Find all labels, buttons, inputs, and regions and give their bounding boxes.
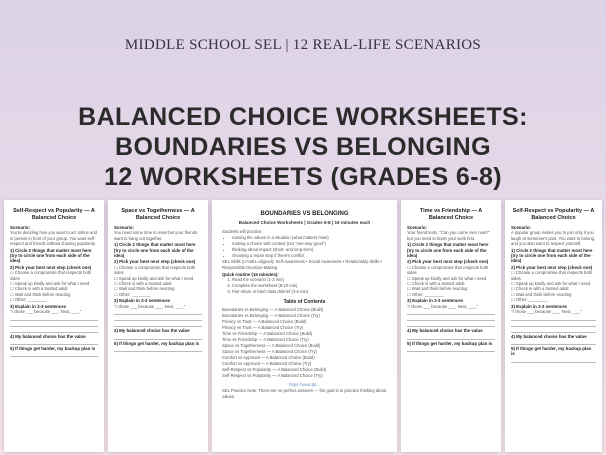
option-label: Speak up kindly and ask for what I need (411, 275, 487, 281)
worksheet-center-cover (212, 200, 397, 452)
cover-step: 1. Read the scenario (1-2 min) (232, 277, 387, 283)
worksheet-right-front (401, 200, 501, 452)
practice-note: SEL Practice Note: There are no perfect answers — the goal is to practice thinking about values. (222, 388, 387, 400)
option-checkbox[interactable]: ☐ Other: ________ (114, 291, 151, 297)
question-3-hint: "I chose ___ because ___. Next, ___." (511, 309, 583, 315)
question-1: 1) Circle 2 things that matter most here (try to circle one from each side of the idea) (511, 247, 593, 264)
question-3-hint: "I chose ___ because ___. Next, ___." (114, 303, 186, 309)
question-3: 3) Explain in 2-3 sentences (10, 303, 67, 309)
question-4: 4) My balanced choice has the value (10, 333, 86, 339)
toc-item: Comfort vs Approval — A Balanced Choice (Build) (222, 355, 315, 361)
option-checkbox[interactable]: ☐ Speak up kindly and ask for what I need (10, 281, 90, 287)
answer-line[interactable] (511, 339, 596, 345)
answer-line[interactable] (114, 334, 202, 340)
option-label: Speak up kindly and ask for what I need (118, 275, 194, 281)
question-1: 1) Circle 2 things that matter most here (try to circle one from each side of the idea) (10, 247, 92, 264)
question-5: 5) If things get harder, my backup plan is (10, 345, 96, 351)
option-label: Other: ________ (14, 297, 47, 303)
answer-line[interactable] (10, 351, 98, 357)
option-checkbox[interactable]: ☐ Check in with a trusted adult (511, 286, 569, 292)
worksheet-title: Self-Respect vs Popularity — A Balanced Choice (512, 208, 595, 221)
toc-item: Boundaries vs Belonging — A Balanced Choice (Try) (222, 313, 320, 319)
question-4: 4) My balanced choice has the value (407, 328, 483, 334)
cover-subtitle: Balanced Choice Worksheets | Grades 6-8 | 15 minutes each (238, 220, 371, 225)
cover-skills: SEL Skills (CASEL-aligned): Self-Awareness • Social Awareness • Relationship Skills • Responsible Decision-Making (222, 259, 383, 270)
question-3: 3) Explain in 2-3 sentences (511, 303, 568, 309)
option-label: Check in with a trusted adult (515, 286, 569, 292)
scenario-text: Your friend texts, "Can you come over now?" but you need to finish your work first. (407, 230, 490, 241)
cover-title: BOUNDARIES VS BELONGING (260, 211, 349, 217)
title-line-3: 12 WORKSHEETS (GRADES 6-8) (104, 163, 502, 191)
question-5: 5) If things get harder, my backup plan is (407, 340, 493, 346)
worksheet-left-back (4, 200, 104, 452)
table-of-contents (222, 307, 387, 379)
cover-bullets (222, 235, 387, 259)
option-checkbox[interactable]: ☐ Check in with a trusted adult (407, 281, 465, 287)
scenario-label: Scenario: (10, 225, 31, 230)
toc-item: Time vs Friendship — A Balanced Choice (Try) (222, 337, 309, 343)
option-label: Wait and think before reacting (411, 286, 468, 292)
option-checkbox[interactable]: ☐ Wait and think before reacting (407, 286, 468, 292)
cover-routine-heading: Quick routine (15 minutes): (222, 272, 279, 277)
question-2: 2) Pick your best next step (check one) (511, 264, 593, 270)
option-checkbox[interactable]: ☐ Choose a compromise that respects both sides (407, 264, 489, 276)
toc-item: Space vs Togetherness — A Balanced Choice (Try) (222, 349, 317, 355)
question-1: 1) Circle 2 things that matter most here (try to circle one from each side of the idea) (114, 242, 196, 259)
cover-step: 2. Complete the worksheet (8-10 min) (232, 283, 387, 289)
worksheet-title: Self-Respect vs Popularity — A Balanced Choice (13, 208, 95, 221)
answer-line[interactable] (511, 357, 596, 363)
question-3: 3) Explain in 2-3 sentences (407, 298, 464, 304)
answer-line[interactable] (114, 346, 202, 352)
option-label: Other: ________ (411, 291, 444, 297)
scenario-label: Scenario: (511, 225, 532, 230)
scenario-label: Scenario: (407, 225, 428, 230)
cover-step: 3. Pair-share or brief class debrief (3-5 min) (232, 289, 387, 295)
option-checkbox[interactable]: ☐ Check in with a trusted adult (10, 286, 68, 292)
kicker-subtitle: MIDDLE SCHOOL SEL | 12 REAL-LIFE SCENARIOS (124, 37, 482, 53)
question-2: 2) Pick your best next step (check one) (10, 264, 92, 270)
option-checkbox[interactable]: ☐ Choose a compromise that respects both sides (511, 270, 593, 281)
title-line-2: BOUNDARIES VS BELONGING (115, 133, 491, 161)
option-checkbox[interactable]: ☐ Speak up kindly and ask for what I need (511, 281, 591, 287)
question-4: 4) My balanced choice has the value (114, 328, 190, 334)
option-label: Choose a compromise that respects both sides (511, 270, 593, 281)
option-label: Choose a compromise that respects both sides (114, 264, 196, 276)
answer-line[interactable] (511, 327, 596, 333)
cover-bullet: • choosing a repair step if there's conflict (232, 253, 387, 259)
answer-line[interactable] (407, 321, 495, 327)
option-label: Other: ________ (118, 291, 151, 297)
worksheet-right-back (505, 200, 602, 452)
question-4: 4) My balanced choice has the value (511, 333, 587, 339)
question-5: 5) If things get harder, my backup plan is (114, 340, 200, 346)
worksheet-title: Time vs Friendship — A Balanced Choice (419, 208, 483, 221)
store-link[interactable]: https://www.tpt... (289, 382, 320, 388)
scenario-text: You're deciding how you want to act online and in person in front of your group. You want self-respect and friends without chasing popularity. (10, 230, 98, 247)
question-1: 1) Circle 2 things that matter most here (try to circle one from each side of the idea) (407, 242, 489, 259)
cover-bullet: • making a choice with context (not "one-way good") (232, 241, 387, 247)
option-label: Other: ________ (515, 297, 548, 303)
scenario-text: A popular group invites you to join only if you laugh at someone's post. You want to belong, and you also want to respect yourself. (511, 230, 596, 247)
toc-item: Privacy vs Trust — A Balanced Choice (Try) (222, 325, 304, 331)
option-label: Speak up kindly and ask for what I need (515, 281, 591, 287)
option-checkbox[interactable]: ☐ Check in with a trusted adult (114, 281, 172, 287)
question-5: 5) If things get harder, my backup plan is (511, 345, 592, 357)
toc-item: Privacy vs Trust — A Balanced Choice (Build) (222, 319, 307, 325)
option-label: Check in with a trusted adult (118, 281, 172, 287)
toc-item: Self-Respect vs Popularity — A Balanced Choice (Try) (222, 373, 323, 379)
option-checkbox[interactable]: ☐ Speak up kindly and ask for what I need (114, 275, 194, 281)
option-checkbox[interactable]: ☐ Speak up kindly and ask for what I need (407, 275, 487, 281)
cover-bullet: • naming the values in a situation (what matters most) (232, 235, 387, 241)
option-label: Wait and think before reacting (515, 291, 572, 297)
scenario-text: You need some time to reset but your friends want to hang out together. (114, 230, 198, 241)
toc-heading: Table of Contents (283, 299, 326, 306)
option-checkbox[interactable]: ☐ Wait and think before reacting (511, 291, 572, 297)
answer-line[interactable] (114, 321, 202, 327)
option-checkbox[interactable]: ☐ Other: ________ (10, 297, 47, 303)
option-checkbox[interactable]: ☐ Choose a compromise that respects both sides (10, 270, 92, 281)
option-checkbox[interactable]: ☐ Other: ________ (511, 297, 548, 303)
answer-line[interactable] (10, 327, 98, 333)
option-checkbox[interactable]: ☐ Wait and think before reacting (114, 286, 175, 292)
question-3: 3) Explain in 2-3 sentences (114, 298, 171, 304)
option-label: Choose a compromise that respects both sides (10, 270, 92, 281)
toc-item: Space vs Togetherness — A Balanced Choice (Build) (222, 343, 321, 349)
main-title (0, 102, 606, 192)
option-label: Check in with a trusted adult (14, 286, 68, 292)
option-label: Speak up kindly and ask for what I need (14, 281, 90, 287)
answer-line[interactable] (407, 334, 495, 340)
cover-bullet: • thinking about impact (short- and long-term) (232, 247, 387, 253)
title-line-1: BALANCED CHOICE WORKSHEETS: (78, 103, 528, 131)
worksheet-left-front (108, 200, 208, 452)
toc-item: Boundaries vs Belonging — A Balanced Choice (Build) (222, 307, 324, 313)
option-label: Wait and think before reacting (14, 291, 71, 297)
worksheet-title: Space vs Togetherness — A Balanced Choice (121, 208, 195, 221)
question-3-hint: "I chose ___ because ___. Next, ___." (10, 309, 82, 315)
toc-item: Self-Respect vs Popularity — A Balanced Choice (Build) (222, 367, 327, 373)
option-label: Wait and think before reacting (118, 286, 175, 292)
question-2: 2) Pick your best next step (check one) (114, 259, 196, 265)
scenario-label: Scenario: (114, 225, 135, 230)
toc-item: Comfort vs Approval — A Balanced Choice (Try) (222, 361, 312, 367)
cover-steps (222, 277, 387, 295)
answer-line[interactable] (10, 339, 98, 345)
option-checkbox[interactable]: ☐ Wait and think before reacting (10, 291, 71, 297)
toc-item: Time vs Friendship — A Balanced Choice (Build) (222, 331, 313, 337)
cover-intro: Students will practice: (222, 229, 263, 234)
question-3-hint: "I chose ___ because ___. Next, ___." (407, 303, 479, 309)
option-label: Choose a compromise that respects both sides (407, 264, 489, 276)
answer-line[interactable] (407, 346, 495, 352)
option-checkbox[interactable]: ☐ Choose a compromise that respects both sides (114, 264, 196, 276)
question-2: 2) Pick your best next step (check one) (407, 259, 489, 265)
option-label: Check in with a trusted adult (411, 281, 465, 287)
option-checkbox[interactable]: ☐ Other: ________ (407, 291, 444, 297)
